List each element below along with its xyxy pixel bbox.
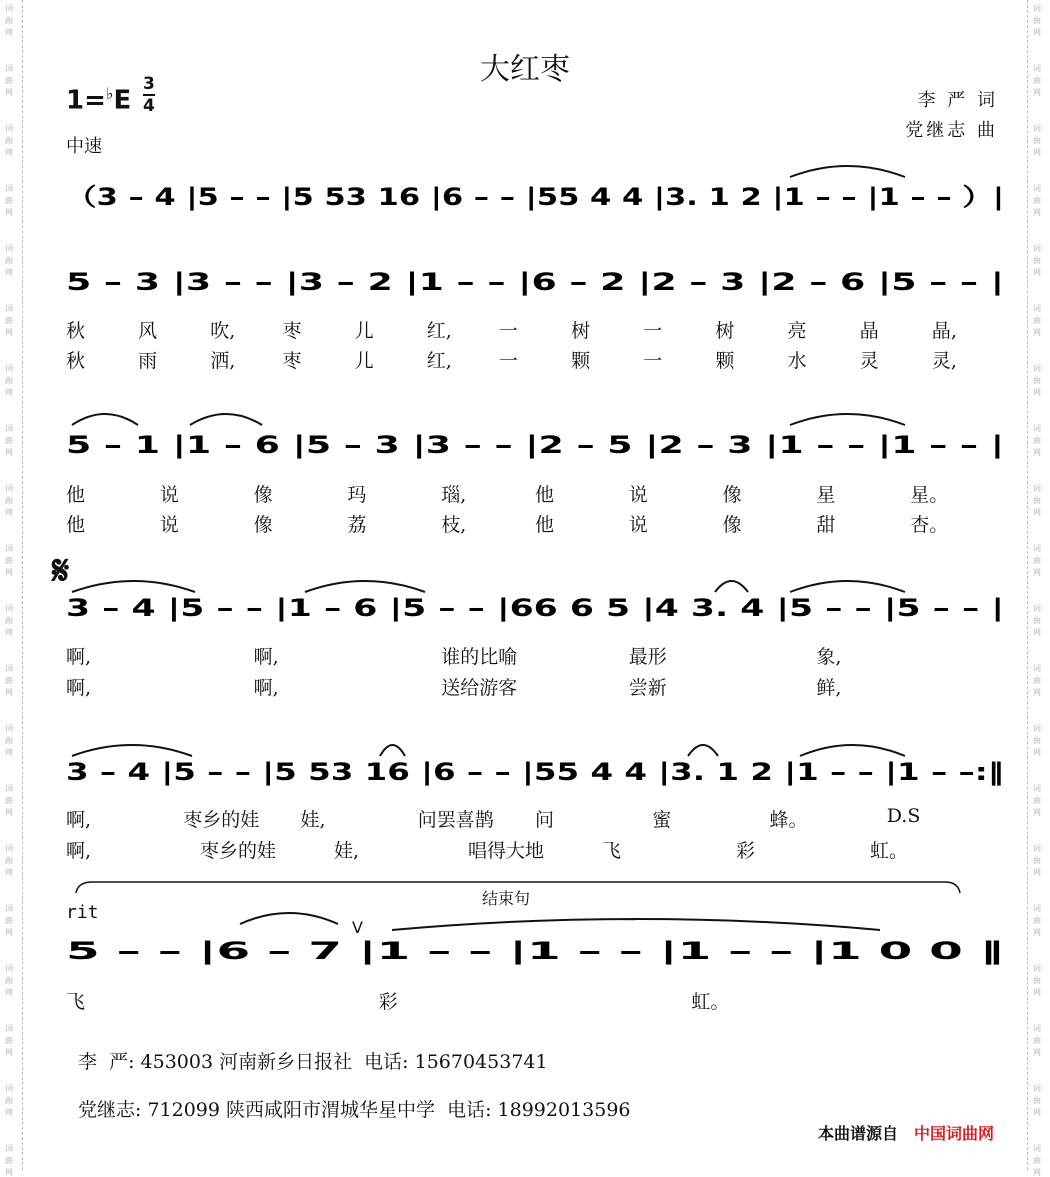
lyric-word: 晶, <box>931 320 957 342</box>
lyric-word: 一 <box>643 350 663 372</box>
watermark-glyph: 曲 <box>1033 1156 1041 1165</box>
watermark-glyph: 曲 <box>5 616 13 625</box>
watermark-glyph: 曲 <box>1033 856 1041 865</box>
lyric-word: 玛 <box>347 484 367 506</box>
lyricist-credit: 李 严 词 <box>917 90 998 111</box>
watermark-glyph: 词 <box>1033 64 1041 73</box>
lyric-word: 飞 <box>66 991 86 1013</box>
watermark-glyph: 网 <box>5 328 13 337</box>
lyric-word: 他 <box>535 514 555 536</box>
lyric-word: 娃, <box>300 809 326 831</box>
lyric-word: 星 <box>816 484 836 506</box>
watermark-glyph: 曲 <box>5 976 13 985</box>
watermark-glyph: 网 <box>1033 688 1041 697</box>
slur-arc <box>305 581 425 592</box>
watermark-glyph: 词 <box>5 904 13 913</box>
watermark-glyph: 网 <box>1033 28 1041 37</box>
slur-arc <box>790 414 905 425</box>
watermark-glyph: 网 <box>1033 988 1041 997</box>
watermark-glyph: 词 <box>1033 724 1041 733</box>
watermark-glyph: 网 <box>5 388 13 397</box>
lyric-word: 甜 <box>816 514 836 536</box>
lyric-word: D.S <box>886 805 921 827</box>
watermark-glyph: 网 <box>1033 1168 1041 1177</box>
lyric-word: 晶 <box>859 320 879 342</box>
watermark-glyph: 网 <box>1033 748 1041 757</box>
lyric-word: 象, <box>816 646 842 668</box>
lyric-word: 像 <box>253 514 273 536</box>
notation-row: 5 – – |6 – 7 |1 – – |1 – – |1 – – |1 0 0 ‖ <box>66 937 1005 965</box>
watermark-glyph: 网 <box>1033 808 1041 817</box>
lyric-word: 啊, <box>66 840 92 862</box>
lyric-word: 水 <box>787 350 807 372</box>
watermark-glyph: 词 <box>1033 124 1041 133</box>
lyric-word: 灵 <box>859 350 879 372</box>
watermark-glyph: 曲 <box>1033 376 1041 385</box>
watermark-glyph: 曲 <box>1033 496 1041 505</box>
notation-row: （3 – 4 |5 – – |5 53 16 |6 – – |55 4 4 |3. 1 2 |1 – – |1 – – ）| <box>66 183 1005 211</box>
watermark-glyph: 网 <box>5 628 13 637</box>
watermark-glyph: 曲 <box>5 1156 13 1165</box>
slur-arc <box>392 919 880 930</box>
lyricist-contact: 李 严: 453003 河南新乡日报社 电话: 15670453741 <box>78 1051 548 1073</box>
lyric-word: 洒, <box>210 350 236 372</box>
lyric-word: 蜜 <box>652 809 672 831</box>
lyric-word: 红, <box>426 320 452 342</box>
watermark-glyph: 网 <box>1033 388 1041 397</box>
lyric-word: 彩 <box>736 840 756 862</box>
lyric-word: 飞 <box>602 840 622 862</box>
lyric-word: 啊, <box>66 809 92 831</box>
lyric-word: 问罢喜鹊 <box>417 809 494 831</box>
ritardando-marking: rit <box>66 902 99 923</box>
song-title: 大红枣 <box>480 52 570 87</box>
watermark-glyph: 网 <box>5 268 13 277</box>
watermark-glyph: 曲 <box>1033 916 1041 925</box>
watermark-glyph: 曲 <box>1033 616 1041 625</box>
watermark-glyph: 网 <box>5 808 13 817</box>
watermark-glyph: 曲 <box>1033 1096 1041 1105</box>
watermark-glyph: 词 <box>5 604 13 613</box>
lyric-word: 亮 <box>787 320 807 342</box>
watermark-glyph: 词 <box>5 484 13 493</box>
watermark-glyph: 网 <box>1033 448 1041 457</box>
watermark-glyph: 词 <box>1033 604 1041 613</box>
watermark-glyph: 词 <box>1033 424 1041 433</box>
watermark-glyph: 曲 <box>1033 436 1041 445</box>
notation-row: 3 – 4 |5 – – |5 53 16 |6 – – |55 4 4 |3. 1 2 |1 – – |1 – –:‖ <box>66 758 1004 786</box>
lyric-word: 红, <box>426 350 452 372</box>
watermark-glyph: 词 <box>1033 184 1041 193</box>
ending-label: 结束句 <box>482 889 531 908</box>
lyric-word: 蜂。 <box>769 809 808 831</box>
lyric-word: 树 <box>571 320 591 342</box>
watermark-glyph: 曲 <box>1033 1036 1041 1045</box>
lyric-word: 荔 <box>347 514 367 536</box>
watermark-glyph: 词 <box>1033 244 1041 253</box>
watermark-glyph: 词 <box>1033 1144 1041 1153</box>
lyric-word: 秋 <box>66 320 86 342</box>
lyric-word: 瑙, <box>441 484 467 506</box>
watermark-glyph: 曲 <box>5 1036 13 1045</box>
lyric-word: 一 <box>498 320 518 342</box>
watermark-glyph: 网 <box>5 208 13 217</box>
watermark-glyph: 网 <box>1033 628 1041 637</box>
slur-arc <box>72 581 195 592</box>
composer-contact: 党继志: 712099 陕西咸阳市渭城华星中学 电话: 18992013596 <box>78 1099 631 1121</box>
watermark-glyph: 词 <box>5 244 13 253</box>
watermark-glyph: 曲 <box>1033 76 1041 85</box>
lyric-word: 啊, <box>253 677 279 699</box>
lyric-word: 一 <box>643 320 663 342</box>
slur-arc <box>190 414 262 425</box>
lyric-word: 尝新 <box>628 677 667 699</box>
watermark-glyph: 词 <box>1033 784 1041 793</box>
lyric-word: 儿 <box>354 320 374 342</box>
lyric-word: 说 <box>628 484 648 506</box>
watermark-glyph: 网 <box>1033 208 1041 217</box>
lyric-word: 雨 <box>138 350 158 372</box>
lyric-word: 枝, <box>441 514 467 536</box>
lyric-word: 说 <box>159 484 179 506</box>
lyric-word: 像 <box>722 514 742 536</box>
lyric-word: 枣乡的娃 <box>200 840 277 862</box>
watermark-glyph: 词 <box>5 844 13 853</box>
watermark-glyph: 词 <box>5 124 13 133</box>
watermark-glyph: 网 <box>1033 1108 1041 1117</box>
watermark-glyph: 曲 <box>1033 16 1041 25</box>
lyric-word: 虹。 <box>691 991 730 1013</box>
watermark-glyph: 网 <box>1033 868 1041 877</box>
time-signature: $\frac{3}{4}$ <box>143 74 155 116</box>
watermark-glyph: 网 <box>1033 508 1041 517</box>
watermark-glyph: 曲 <box>1033 736 1041 745</box>
watermark-glyph: 词 <box>5 544 13 553</box>
watermark-glyph: 词 <box>5 784 13 793</box>
watermark-glyph: 词 <box>5 424 13 433</box>
notation-row: 3 – 4 |5 – – |1 – 6 |5 – – |66 6 5 |4 3. 4 |5 – – |5 – – | <box>66 594 1004 622</box>
lyric-word: 枣 <box>282 350 302 372</box>
lyric-word: 像 <box>253 484 273 506</box>
lyric-word: 啊, <box>253 646 279 668</box>
lyric-word: 鲜, <box>816 677 842 699</box>
watermark-glyph: 曲 <box>1033 796 1041 805</box>
watermark-glyph: 网 <box>5 1108 13 1117</box>
slur-arc <box>800 745 905 756</box>
lyric-word: 秋 <box>66 350 86 372</box>
watermark-glyph: 曲 <box>5 256 13 265</box>
lyric-word: 颗 <box>715 350 735 372</box>
slur-arc <box>380 745 405 756</box>
watermark-glyph: 曲 <box>5 676 13 685</box>
lyric-word: 一 <box>498 350 518 372</box>
lyric-word: 最形 <box>628 646 667 668</box>
watermark-glyph: 曲 <box>5 436 13 445</box>
slur-arc <box>715 581 748 592</box>
watermark-glyph: 网 <box>5 748 13 757</box>
watermark-glyph: 网 <box>5 568 13 577</box>
watermark-glyph: 网 <box>1033 328 1041 337</box>
key-signature: 1=♭E <box>66 84 132 116</box>
lyric-word: 说 <box>159 514 179 536</box>
lyric-word: 灵, <box>931 350 957 372</box>
watermark-glyph: 网 <box>1033 268 1041 277</box>
lyric-word: 枣乡的娃 <box>183 809 260 831</box>
watermark-glyph: 曲 <box>5 496 13 505</box>
lyric-word: 说 <box>628 514 648 536</box>
lyric-word: 颗 <box>571 350 591 372</box>
watermark-glyph: 网 <box>5 448 13 457</box>
watermark-glyph: 词 <box>5 184 13 193</box>
watermark-glyph: 曲 <box>5 316 13 325</box>
watermark-glyph: 词 <box>1033 1084 1041 1093</box>
watermark-glyph: 网 <box>5 688 13 697</box>
lyric-word: 吹, <box>210 320 236 342</box>
watermark-glyph: 网 <box>1033 928 1041 937</box>
watermark-glyph: 网 <box>1033 1048 1041 1057</box>
watermark-glyph: 曲 <box>1033 136 1041 145</box>
watermark-glyph: 词 <box>5 664 13 673</box>
watermark-glyph: 曲 <box>1033 676 1041 685</box>
watermark-glyph: 曲 <box>5 796 13 805</box>
watermark-glyph: 曲 <box>1033 256 1041 265</box>
slur-arc <box>240 913 338 924</box>
lyric-word: 他 <box>66 484 86 506</box>
watermark-glyph: 词 <box>1033 484 1041 493</box>
watermark-glyph: 网 <box>5 1168 13 1177</box>
watermark-glyph: 曲 <box>5 856 13 865</box>
lyric-word: 啊, <box>66 677 92 699</box>
watermark-glyph: 网 <box>5 28 13 37</box>
lyric-word: 树 <box>715 320 735 342</box>
watermark-glyph: 词 <box>5 304 13 313</box>
watermark-glyph: 曲 <box>5 16 13 25</box>
lyric-word: 虹。 <box>870 840 909 862</box>
watermark-glyph: 词 <box>5 1024 13 1033</box>
watermark-glyph: 曲 <box>5 76 13 85</box>
lyric-word: 彩 <box>378 991 398 1013</box>
lyric-word: 像 <box>722 484 742 506</box>
watermark-glyph: 曲 <box>1033 556 1041 565</box>
watermark-glyph: 词 <box>1033 664 1041 673</box>
watermark-glyph: 网 <box>5 148 13 157</box>
slur-arc <box>790 581 905 592</box>
watermark-glyph: 曲 <box>5 736 13 745</box>
watermark-glyph: 词 <box>5 1144 13 1153</box>
watermark-glyph: 词 <box>5 964 13 973</box>
lyric-word: 风 <box>138 320 158 342</box>
watermark-glyph: 词 <box>5 1084 13 1093</box>
watermark-glyph: 词 <box>1033 964 1041 973</box>
watermark-glyph: 词 <box>5 724 13 733</box>
watermark-glyph: 词 <box>1033 304 1041 313</box>
watermark-glyph: 网 <box>5 988 13 997</box>
watermark-glyph: 网 <box>5 928 13 937</box>
watermark-glyph: 曲 <box>1033 316 1041 325</box>
slur-arc <box>72 745 192 756</box>
lyric-word: 杏。 <box>910 514 949 536</box>
watermark-glyph: 词 <box>5 364 13 373</box>
lyric-word: 他 <box>66 514 86 536</box>
lyric-word: 问 <box>535 809 555 831</box>
watermark-glyph: 词 <box>5 4 13 13</box>
watermark-glyph: 曲 <box>1033 196 1041 205</box>
watermark-glyph: 网 <box>1033 148 1041 157</box>
watermark-glyph: 曲 <box>5 916 13 925</box>
watermark-glyph: 曲 <box>5 376 13 385</box>
watermark-glyph: 词 <box>1033 364 1041 373</box>
watermark-glyph: 网 <box>1033 568 1041 577</box>
watermark-glyph: 网 <box>1033 88 1041 97</box>
lyric-word: 他 <box>535 484 555 506</box>
watermark-glyph: 网 <box>5 1048 13 1057</box>
slur-arc <box>72 414 138 425</box>
lyric-word: 娃, <box>334 840 360 862</box>
watermark-glyph: 曲 <box>5 1096 13 1105</box>
watermark-glyph: 曲 <box>5 196 13 205</box>
watermark-glyph: 网 <box>5 88 13 97</box>
segno-sign: 𝄋 <box>52 548 70 594</box>
watermark-glyph: 词 <box>1033 1024 1041 1033</box>
lyric-word: 星。 <box>910 484 949 506</box>
watermark-glyph: 曲 <box>1033 976 1041 985</box>
lyric-word: 谁的比喻 <box>441 646 518 668</box>
slur-arc <box>688 745 718 756</box>
source-attribution: 本曲谱源自 中国词曲网 <box>818 1124 995 1143</box>
watermark-glyph: 曲 <box>5 556 13 565</box>
watermark-glyph: 词 <box>1033 544 1041 553</box>
lyric-word: 枣 <box>282 320 302 342</box>
watermark-glyph: 词 <box>5 64 13 73</box>
slur-arc <box>790 166 905 177</box>
lyric-word: 啊, <box>66 646 92 668</box>
composer-credit: 党继志 曲 <box>905 120 998 141</box>
watermark-glyph: 词 <box>1033 844 1041 853</box>
watermark-glyph: 网 <box>5 508 13 517</box>
notation-row: 5 – 3 |3 – – |3 – 2 |1 – – |6 – 2 |2 – 3 |2 – 6 |5 – – | <box>66 268 1005 296</box>
watermark-glyph: 网 <box>5 868 13 877</box>
watermark-glyph: 词 <box>1033 904 1041 913</box>
lyric-word: 唱得大地 <box>468 840 545 862</box>
source-site-link[interactable]: 中国词曲网 <box>914 1124 995 1143</box>
breath-mark: V <box>352 918 363 937</box>
lyric-word: 儿 <box>354 350 374 372</box>
watermark-glyph: 词 <box>1033 4 1041 13</box>
lyric-word: 送给游客 <box>441 677 518 699</box>
tempo-marking: 中速 <box>66 136 102 157</box>
notation-row: 5 – 1 |1 – 6 |5 – 3 |3 – – |2 – 5 |2 – 3 |1 – – |1 – – | <box>66 431 1005 459</box>
watermark-glyph: 曲 <box>5 136 13 145</box>
